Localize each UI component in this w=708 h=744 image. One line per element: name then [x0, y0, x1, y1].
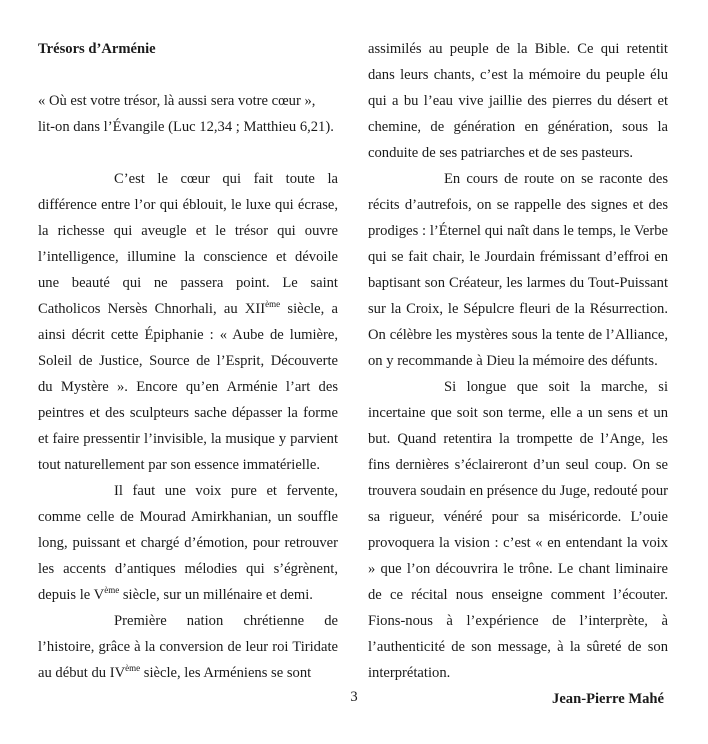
ordinal-suffix: ème — [104, 585, 120, 596]
ordinal-suffix: ème — [125, 663, 141, 674]
ordinal-suffix: ème — [265, 299, 281, 310]
left-column — [38, 36, 338, 686]
paragraph-1: C’est le cœur qui fait toute la différence entre l’or qui éblouit, le luxe qui écrase, la richesse qui aveugle et le trésor qui ouvre l’intelligence, illumine la conscience et dévoile une beauté qui ne passera point. Le saint Catholicos Nersès Chnorhali, au XIIème siècle, a ainsi décrit cette Épiphanie : « Aube de lumière, Soleil de Justice, Source de l’Esprit, Découverte du Mystère ». Encore qu’en Arménie l’art des peintres et des sculpteurs sache dépasser la forme et faire pressentir l’invisible, la musique y parvient tout naturellement par son essence immatérielle. — [38, 171, 338, 473]
paragraph-5: Si longue que soit la marche, si incertaine que soit son terme, elle a un sens et un but. Quand retentira la trompette de l’Ange, les fins dernières s’éclaireront d’un seul coup. On se trouvera soudain en présence du Juge, redouté pour sa rigueur, vénéré pour sa miséricorde. L’ouie provoquera la vision : c’est « en entendant la voix » que l’on découvrira le trône. Le chant liminaire de ce récital nous enseigne comment l’écouter. Fions-nous à l’expérience de l’interprète, à l’authenticité de son message, à la sûreté de son interprétation. — [368, 379, 668, 681]
right-column — [368, 36, 668, 712]
epigraph-line-1: « Où est votre trésor, là aussi sera votre cœur », — [38, 93, 316, 109]
spacer — [38, 140, 338, 166]
paragraph-4: En cours de route on se raconte des récits d’autrefois, on se rappelle des signes et des prodiges : l’Éternel qui naît dans le temps, le Verbe qui se fait chair, le Jourdain frémissant d’effroi en baptisant son Créateur, les larmes du Tout-Puissant sur la Croix, le Sépulcre fleuri de la Résurrection. On célèbre les mystères sous la tente de l’Alliance, on y recommande à Dieu la mémoire des défunts. — [368, 171, 668, 369]
paragraph-2: Il faut une voix pure et fervente, comme celle de Mourad Amirkhanian, un souffle long, puissant et chargé d’émotion, pour retrouver les accents d’antiques mélodies qui s’égrènent, depuis le Vème siècle, sur un millénaire et demi. — [38, 483, 338, 603]
epigraph-line-2: lit-on dans l’Évangile (Luc 12,34 ; Matthieu 6,21). — [38, 119, 334, 135]
author-signature: Jean-Pierre Mahé — [552, 691, 664, 707]
paragraph-3-continued: assimilés au peuple de la Bible. Ce qui retentit dans leurs chants, c’est la mémoire du peuple élu qui a bu l’eau vive jaillie des pierres du désert et chemine, de génération en génération, sous la conduite de ses patriarches et de ses pasteurs. — [368, 41, 668, 161]
paragraph-3: Première nation chrétienne de l’histoire, grâce à la conversion de leur roi Tiridate au début du IVème siècle, les Arméniens se sont — [38, 613, 338, 681]
page-number: 3 — [350, 689, 358, 705]
spacer — [38, 62, 338, 88]
article-title: Trésors d’Arménie — [38, 41, 156, 57]
